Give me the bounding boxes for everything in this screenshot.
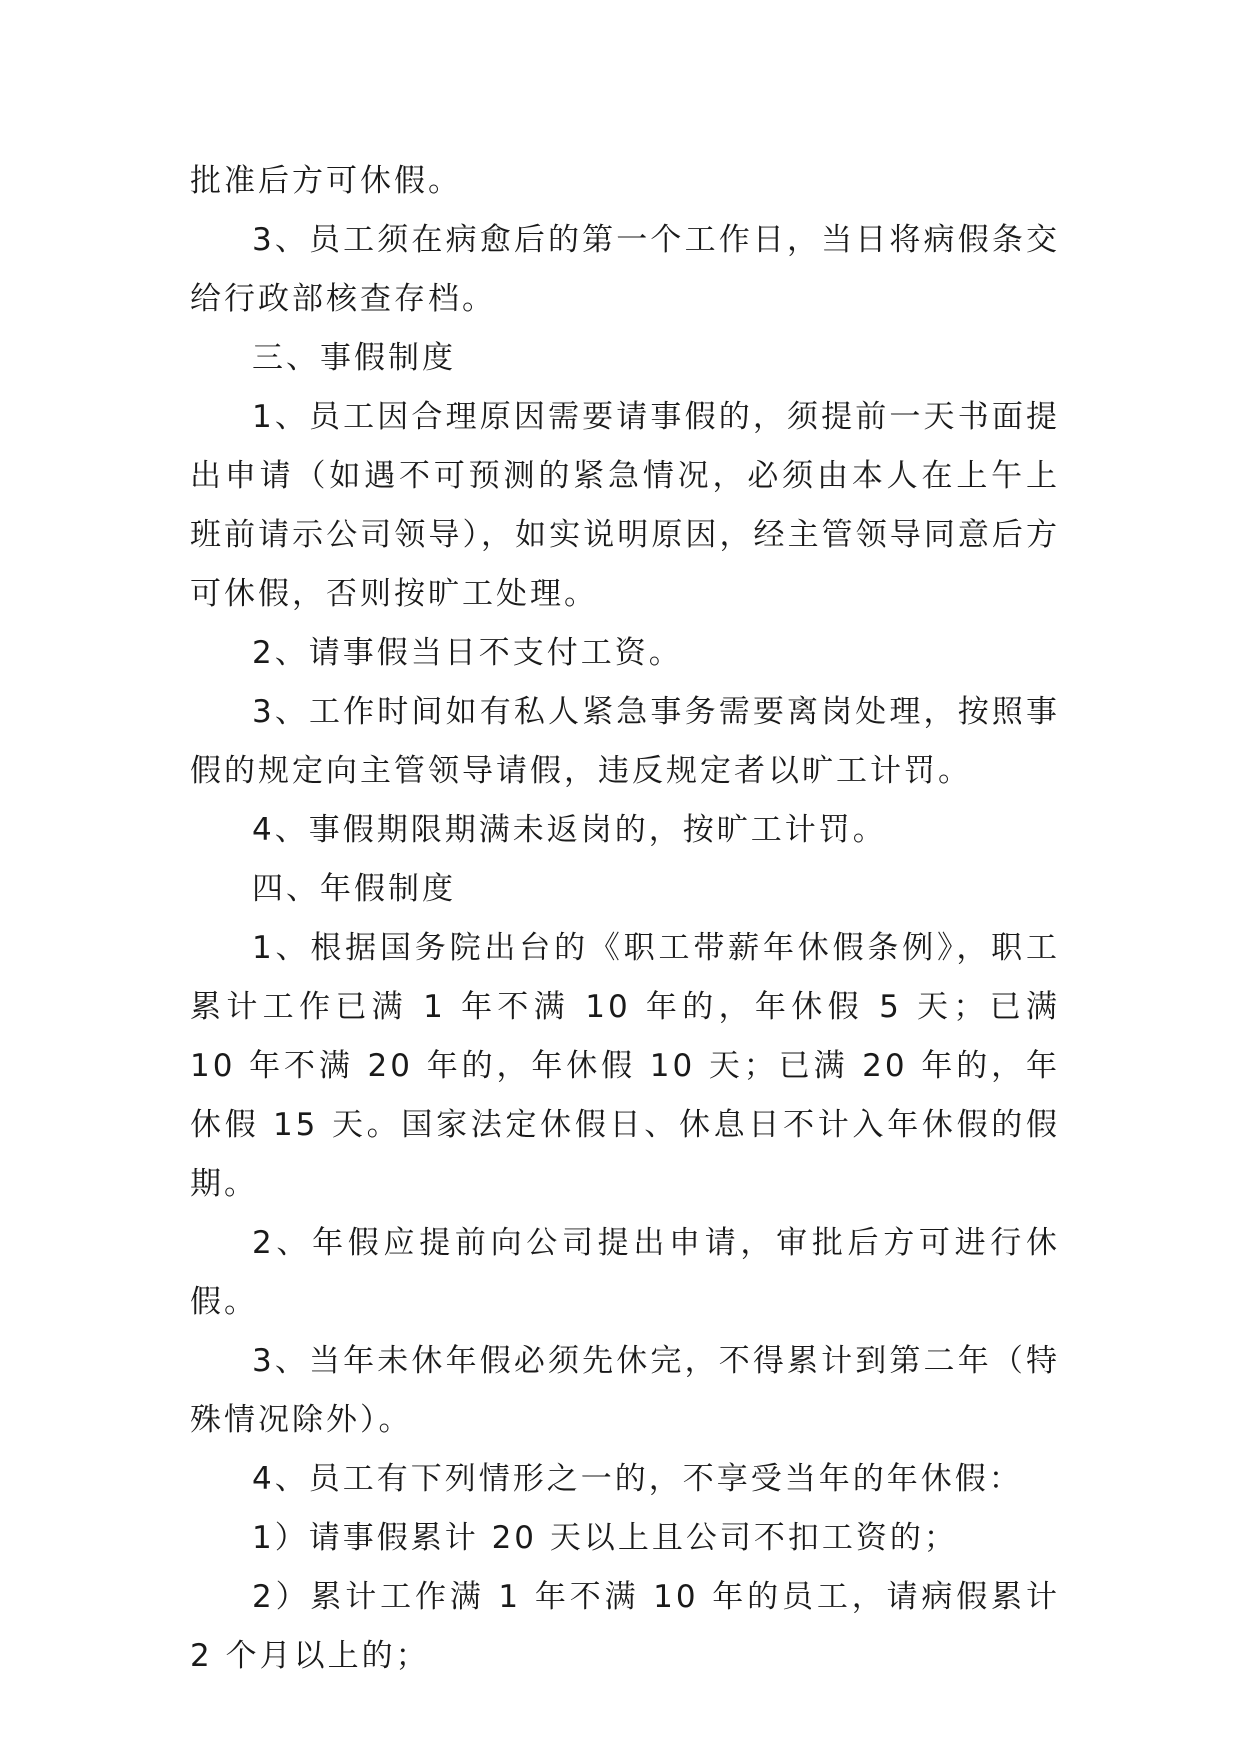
paragraph-personal-leave-item-2: 2、请事假当日不支付工资。 — [252, 635, 683, 671]
paragraph-personal-leave-item-3: 3、工作时间如有私人紧急事务需要离岗处理，按照事假的规定向主管领导请假，违反规定者以旷工计罚。 — [190, 694, 1060, 789]
paragraph-sub-item-1: 1）请事假累计 20 天以上且公司不扣工资的； — [252, 1520, 958, 1556]
paragraph-sick-leave-item-3: 3、员工须在病愈后的第一个工作日，当日将病假条交给行政部核查存档。 — [190, 222, 1060, 317]
paragraph-sub-item-2: 2）累计工作满 1 年不满 10 年的员工，请病假累计 2 个月以上的； — [190, 1579, 1060, 1674]
paragraph-annual-leave-item-4: 4、员工有下列情形之一的，不享受当年的年休假： — [252, 1461, 1023, 1497]
paragraph-annual-leave-item-2: 2、年假应提前向公司提出申请，审批后方可进行休假。 — [190, 1225, 1060, 1320]
body-text — [190, 152, 1060, 1686]
paragraph-personal-leave-item-4: 4、事假期限期满未返岗的，按旷工计罚。 — [252, 812, 887, 848]
paragraph-personal-leave-item-1: 1、员工因合理原因需要请事假的，须提前一天书面提出申请（如遇不可预测的紧急情况，必须由本人在上午上班前请示公司领导），如实说明原因，经主管领导同意后方可休假，否则按旷工处理。 — [190, 399, 1060, 612]
paragraph-annual-leave-item-1: 1、根据国务院出台的《职工带薪年休假条例》，职工累计工作已满 1 年不满 10 年的，年休假 5 天；已满 10 年不满 20 年的，年休假 10 天；已满 20 年的，年休假 15 天。国家法定休假日、休息日不计入年休假的假期。 — [190, 930, 1060, 1202]
paragraph-annual-leave-item-3: 3、当年未休年假必须先休完，不得累计到第二年（特殊情况除外）。 — [190, 1343, 1060, 1438]
section-heading-annual-leave: 四、年假制度 — [252, 871, 456, 907]
paragraph-continuation: 批准后方可休假。 — [190, 163, 462, 199]
section-heading-personal-leave: 三、事假制度 — [252, 340, 456, 376]
